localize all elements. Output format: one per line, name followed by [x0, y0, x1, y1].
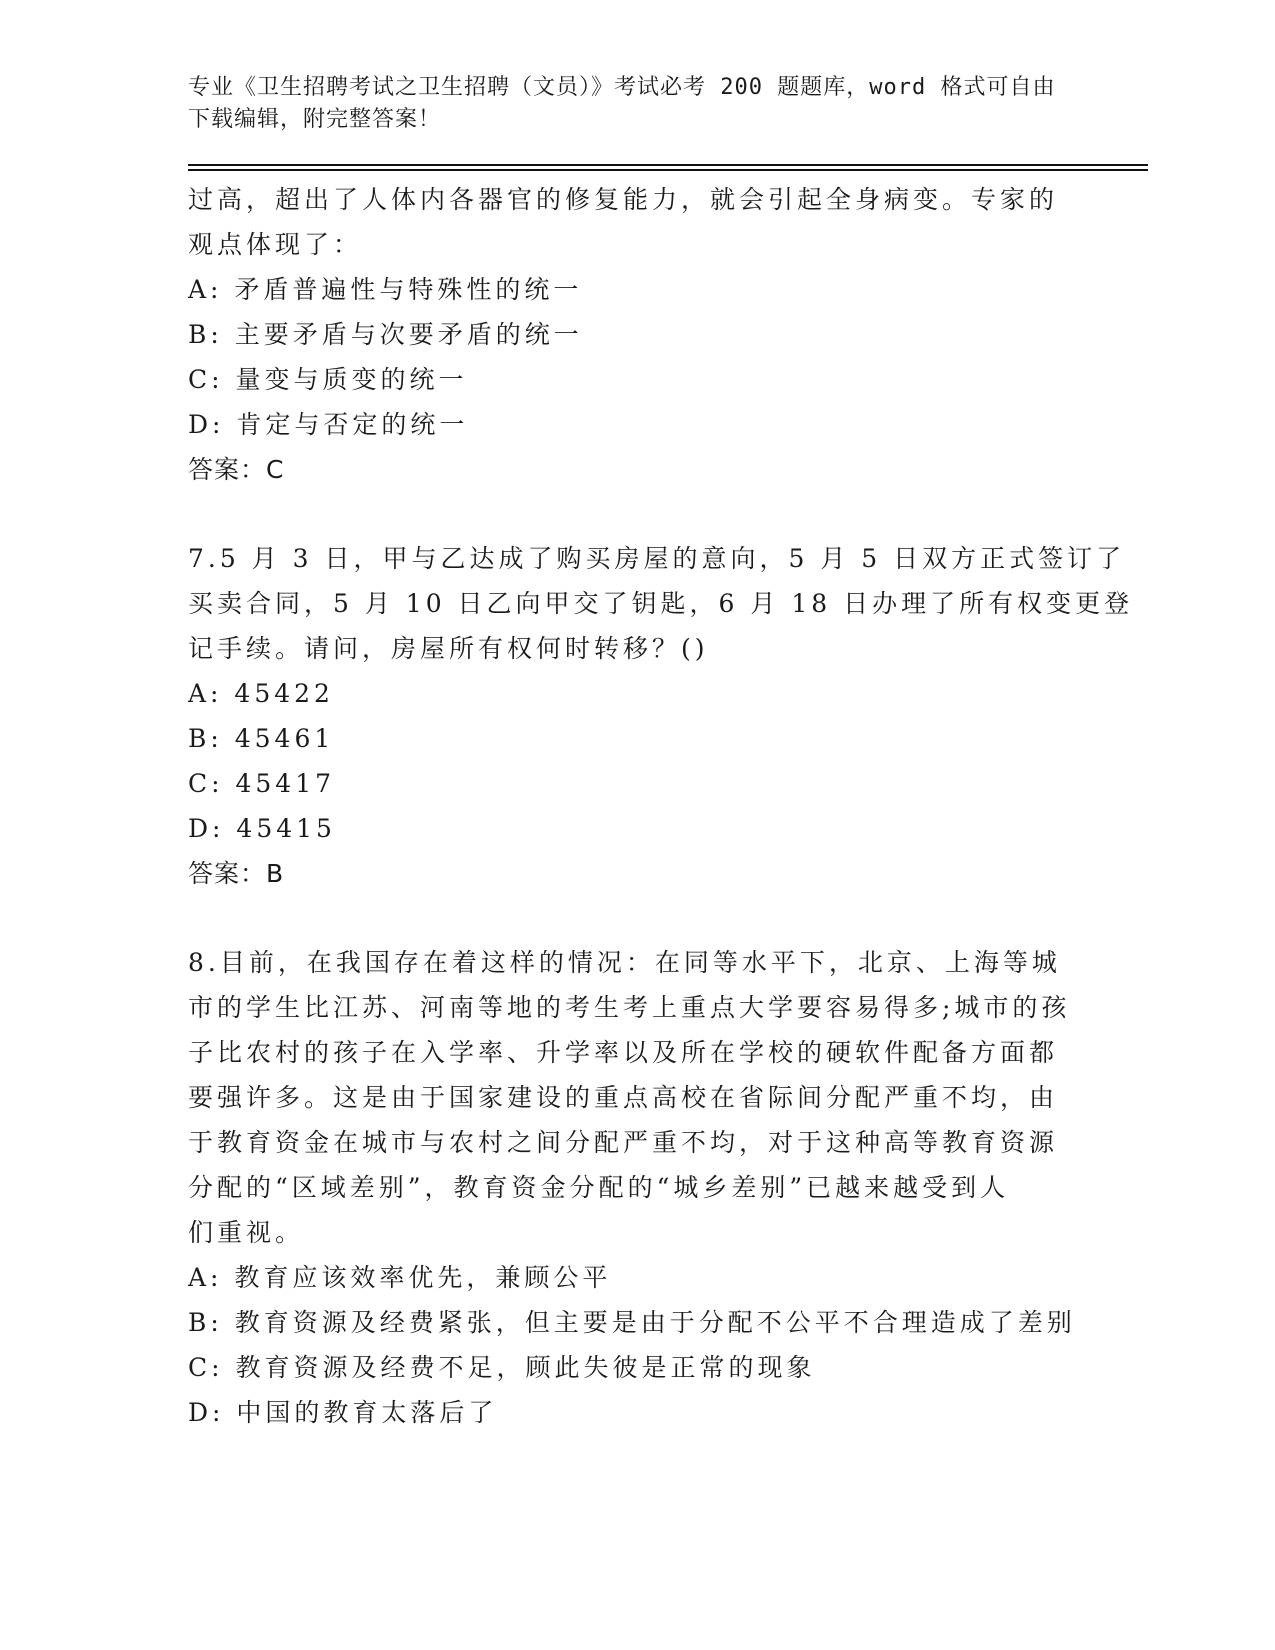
- document-body: [188, 177, 1148, 1435]
- question-stem-line: 于教育资金在城市与农村之间分配严重不均，对于这种高等教育资源: [188, 1128, 1059, 1157]
- option-c: C: 教育资源及经费不足，顾此失彼是正常的现象: [188, 1353, 816, 1382]
- question-stem-line: 过高，超出了人体内各器官的修复能力，就会引起全身病变。专家的: [188, 185, 1059, 214]
- question-block: [188, 177, 1148, 492]
- rule-line-top: [188, 164, 1148, 166]
- header-double-rule: [188, 164, 1148, 171]
- option-b: B: 主要矛盾与次要矛盾的统一: [188, 320, 583, 349]
- option-c: C: 量变与质变的统一: [188, 365, 468, 394]
- question-stem-line: 买卖合同，5 月 10 日乙向甲交了钥匙，6 月 18 日办理了所有权变更登: [188, 589, 1134, 618]
- option-a: A: 教育应该效率优先，兼顾公平: [188, 1263, 612, 1292]
- answer-line: 答案：C: [188, 455, 285, 484]
- question-stem-line: 要强许多。这是由于国家建设的重点高校在省际间分配严重不均，由: [188, 1083, 1059, 1112]
- question-stem-line: 记手续。请问，房屋所有权何时转移？(): [188, 634, 709, 663]
- question-stem-line: 观点体现了：: [188, 230, 363, 259]
- option-a: A: 45422: [188, 679, 334, 708]
- option-d: D: 中国的教育太落后了: [188, 1398, 498, 1427]
- option-d: D: 肯定与否定的统一: [188, 410, 469, 439]
- question-stem-line: 市的学生比江苏、河南等地的考生考上重点大学要容易得多;城市的孩: [188, 993, 1071, 1022]
- option-c: C: 45417: [188, 769, 336, 798]
- question-stem-line: 7.5 月 3 日，甲与乙达成了购买房屋的意向，5 月 5 日双方正式签订了: [188, 544, 1126, 573]
- option-a: A: 矛盾普遍性与特殊性的统一: [188, 275, 583, 304]
- document-page: [188, 72, 1148, 1435]
- document-header: 专业《卫生招聘考试之卫生招聘（文员）》考试必考 200 题题库，word 格式可自由下载编辑，附完整答案！: [188, 75, 1056, 132]
- option-d: D: 45415: [188, 814, 336, 843]
- question-stem-line: 8.目前，在我国存在着这样的情况：在同等水平下，北京、上海等城: [188, 948, 1061, 977]
- rule-line-bottom: [188, 169, 1148, 171]
- question-stem-line: 们重视。: [188, 1218, 305, 1247]
- option-b: B: 45461: [188, 724, 335, 753]
- question-block: [188, 536, 1148, 896]
- question-block: [188, 940, 1148, 1435]
- question-stem-line: 分配的“区域差别”，教育资金分配的“城乡差别”已越来越受到人: [188, 1173, 1010, 1202]
- question-stem-line: 子比农村的孩子在入学率、升学率以及所在学校的硬软件配备方面都: [188, 1038, 1059, 1067]
- answer-line: 答案：B: [188, 859, 285, 888]
- option-b: B: 教育资源及经费紧张，但主要是由于分配不公平不合理造成了差别: [188, 1308, 1076, 1337]
